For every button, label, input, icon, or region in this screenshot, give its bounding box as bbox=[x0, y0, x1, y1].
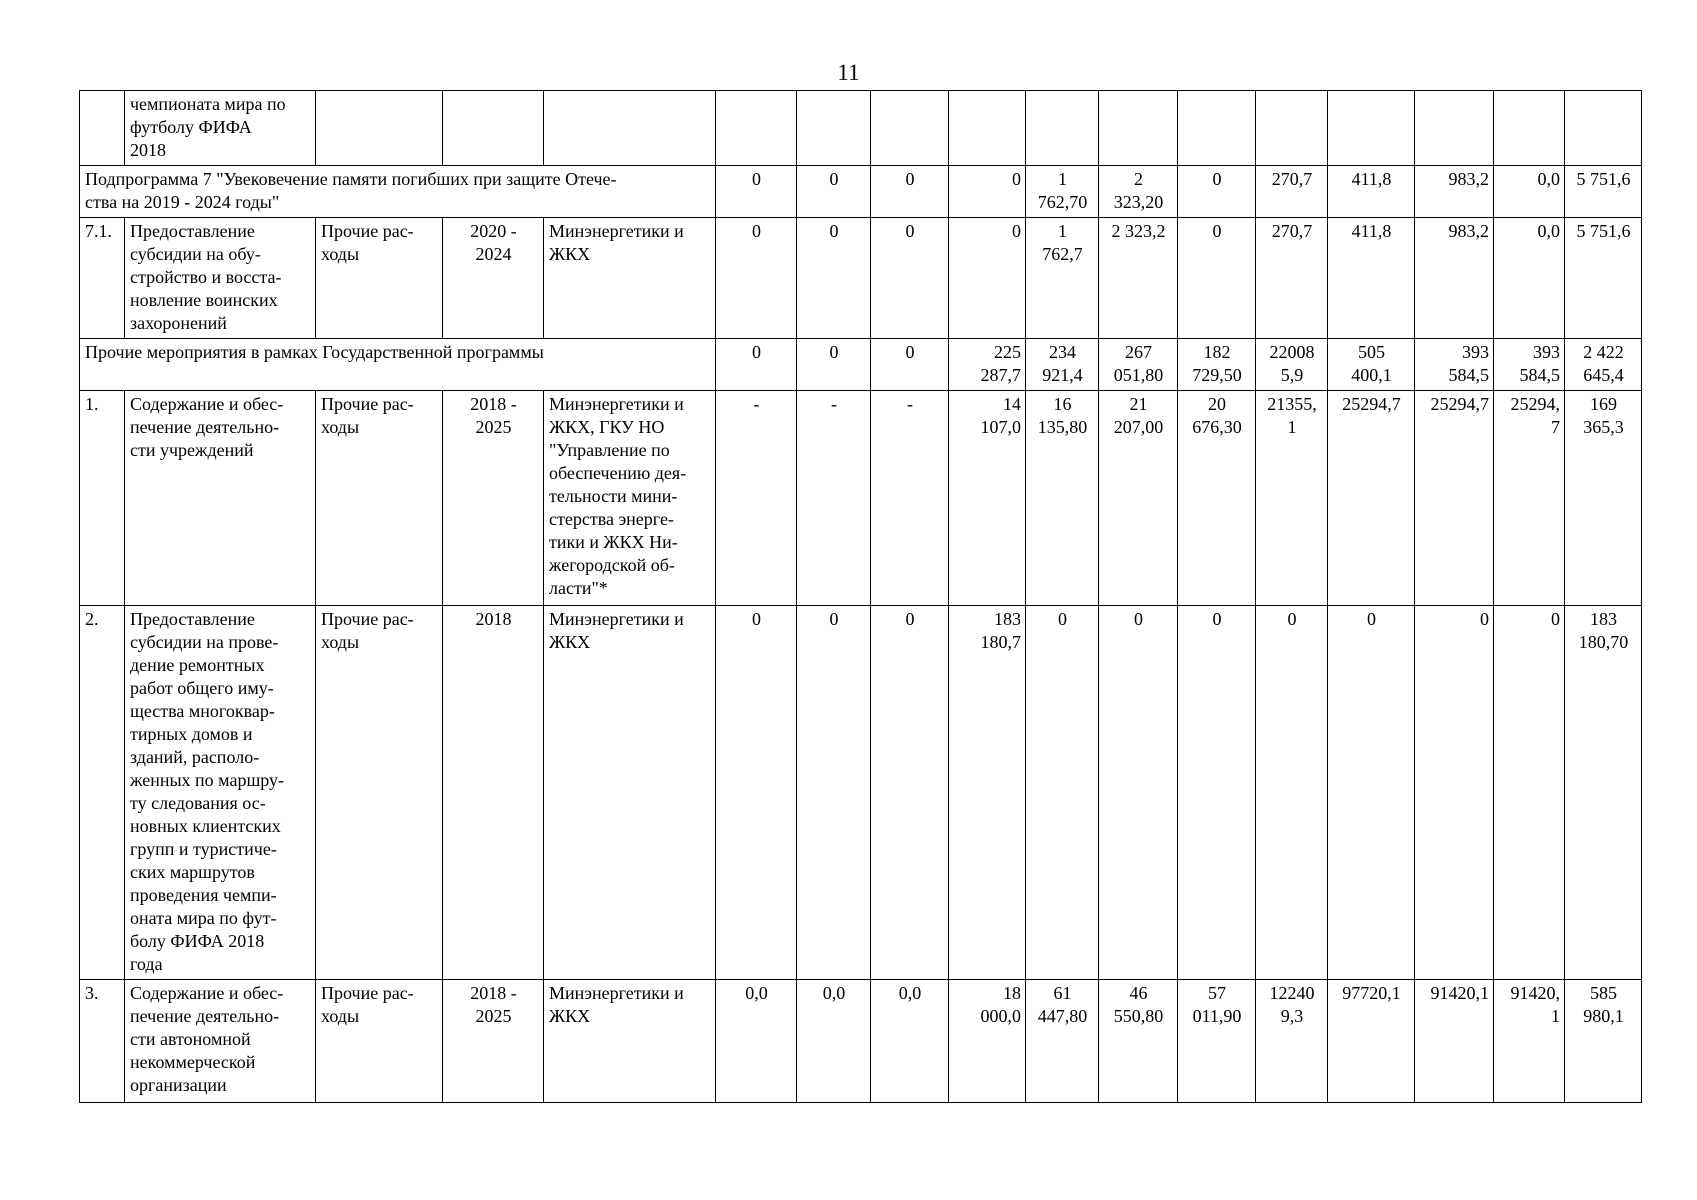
period-cell bbox=[443, 980, 544, 1103]
value-cell bbox=[797, 339, 871, 391]
event-name-cell-line: болу ФИФА 2018 bbox=[130, 931, 265, 951]
value-cell bbox=[1178, 218, 1256, 339]
event-name-cell-line: ских маршрутов bbox=[130, 862, 255, 882]
executor-cell-line: "Управление по bbox=[549, 440, 670, 460]
value-cell bbox=[1256, 980, 1328, 1103]
page-number: 11 bbox=[837, 60, 860, 85]
value-cell-line: 676,30 bbox=[1192, 417, 1242, 437]
value-cell bbox=[716, 91, 797, 166]
value-cell-line: 180,70 bbox=[1578, 632, 1629, 652]
event-name-cell bbox=[125, 218, 316, 339]
expense-type-cell bbox=[316, 391, 443, 606]
value-cell bbox=[1256, 391, 1328, 606]
value-cell-line: 411,8 bbox=[1351, 169, 1392, 189]
value-cell bbox=[1099, 606, 1178, 980]
value-cell bbox=[1415, 391, 1494, 606]
value-cell bbox=[1026, 166, 1099, 218]
executor-cell-line: Минэнергетики и bbox=[549, 609, 684, 629]
value-cell-line: 000,0 bbox=[980, 1006, 1021, 1026]
value-cell bbox=[1415, 339, 1494, 391]
expense-type-cell-line: Прочие рас- bbox=[321, 983, 414, 1003]
expense-type-cell bbox=[316, 218, 443, 339]
value-cell-line: 1 bbox=[1058, 221, 1067, 241]
value-cell-line: 393 bbox=[1533, 342, 1560, 362]
value-cell bbox=[1026, 606, 1099, 980]
value-cell-line: 0 bbox=[905, 342, 915, 362]
value-cell bbox=[1565, 339, 1642, 391]
value-cell-line: 011,90 bbox=[1192, 1006, 1242, 1026]
expense-type-cell-line: ходы bbox=[321, 632, 360, 652]
value-cell-line: 1 bbox=[1058, 169, 1067, 189]
table-row bbox=[80, 218, 1642, 339]
value-cell-line: 447,80 bbox=[1037, 1006, 1088, 1026]
expense-type-cell-line: ходы bbox=[321, 244, 360, 264]
value-cell bbox=[1494, 166, 1565, 218]
value-cell bbox=[1099, 339, 1178, 391]
value-cell bbox=[1565, 166, 1642, 218]
executor-cell bbox=[544, 980, 716, 1103]
event-name-cell bbox=[125, 391, 316, 606]
value-cell bbox=[1565, 91, 1642, 166]
value-cell-line: 0,0 bbox=[1537, 221, 1560, 241]
table-row bbox=[80, 980, 1642, 1103]
value-cell-line: 9,3 bbox=[1280, 1006, 1304, 1026]
value-cell-line: 61 bbox=[1053, 983, 1072, 1003]
value-cell-line: - bbox=[753, 394, 760, 414]
value-cell-line: 234 bbox=[1049, 342, 1076, 362]
value-cell bbox=[797, 91, 871, 166]
value-cell bbox=[1415, 218, 1494, 339]
executor-cell-line: жегородской об- bbox=[549, 555, 675, 575]
value-cell-line: 921,4 bbox=[1042, 365, 1083, 385]
value-cell-line: 411,8 bbox=[1351, 221, 1392, 241]
period-cell-line: 2020 - bbox=[470, 221, 517, 241]
value-cell bbox=[797, 166, 871, 218]
period-cell bbox=[443, 606, 544, 980]
value-cell-line: 135,80 bbox=[1037, 417, 1088, 437]
event-name-cell-line: футболу ФИФА bbox=[130, 117, 252, 137]
value-cell bbox=[1328, 606, 1415, 980]
value-cell-line: 0 bbox=[905, 609, 915, 629]
value-cell-line: 0 bbox=[905, 169, 915, 189]
value-cell bbox=[949, 218, 1026, 339]
value-cell-line: 0 bbox=[1012, 221, 1021, 241]
value-cell bbox=[1256, 606, 1328, 980]
event-name-cell bbox=[125, 980, 316, 1103]
value-cell-line: 5,9 bbox=[1280, 365, 1304, 385]
executor-cell bbox=[544, 218, 716, 339]
period-cell-line: 2018 bbox=[475, 609, 512, 629]
value-cell-line: 183 bbox=[994, 609, 1021, 629]
value-cell-line: 0,0 bbox=[898, 983, 922, 1003]
value-cell bbox=[871, 391, 949, 606]
value-cell-line: 729,50 bbox=[1192, 365, 1242, 385]
value-cell-line: 0 bbox=[752, 342, 761, 362]
value-cell bbox=[871, 166, 949, 218]
value-cell-line: 270,7 bbox=[1271, 169, 1313, 189]
value-cell-line: 645,4 bbox=[1583, 365, 1624, 385]
period-cell-line: 2025 bbox=[475, 417, 512, 437]
value-cell-line: 0,0 bbox=[822, 983, 846, 1003]
value-cell bbox=[1178, 606, 1256, 980]
expense-type-cell-line: Прочие рас- bbox=[321, 394, 414, 414]
executor-cell bbox=[544, 606, 716, 980]
value-cell bbox=[1328, 980, 1415, 1103]
event-name-cell-line: стройство и восста- bbox=[130, 267, 282, 287]
period-cell-line: 2025 bbox=[475, 1006, 512, 1026]
value-cell-line: 0 bbox=[1212, 221, 1222, 241]
value-cell bbox=[871, 218, 949, 339]
section-title-cell bbox=[80, 166, 716, 218]
event-name-cell-line: организации bbox=[130, 1075, 227, 1095]
executor-cell-line: Минэнергетики и bbox=[549, 983, 684, 1003]
value-cell bbox=[716, 606, 797, 980]
value-cell-line: 267 bbox=[1125, 342, 1152, 362]
value-cell-line: 980,1 bbox=[1583, 1006, 1624, 1026]
value-cell-line: 225 bbox=[994, 342, 1021, 362]
value-cell-line: 287,7 bbox=[980, 365, 1021, 385]
value-cell-line: 21 bbox=[1129, 394, 1148, 414]
value-cell bbox=[1099, 391, 1178, 606]
executor-cell-line: ЖКХ, ГКУ НО bbox=[549, 417, 665, 437]
executor-cell-line: Минэнергетики и bbox=[549, 394, 684, 414]
event-name-cell-line: Предоставление bbox=[130, 609, 255, 629]
value-cell bbox=[1328, 166, 1415, 218]
event-name-cell-line: чемпионата мира по bbox=[130, 94, 286, 114]
value-cell-line: - bbox=[907, 394, 913, 414]
value-cell bbox=[949, 166, 1026, 218]
value-cell-line: 0,0 bbox=[745, 983, 768, 1003]
value-cell-line: 2 bbox=[1134, 169, 1143, 189]
executor-cell bbox=[544, 91, 716, 166]
event-name-cell-line: Содержание и обес- bbox=[130, 394, 284, 414]
row-number-cell: 1. bbox=[80, 391, 125, 606]
value-cell-line: 0 bbox=[1212, 169, 1222, 189]
value-cell-line: 5 751,6 bbox=[1576, 221, 1631, 241]
event-name-cell-line: работ общего иму- bbox=[130, 678, 274, 698]
period-cell-line: 2024 bbox=[475, 244, 512, 264]
value-cell-line: 270,7 bbox=[1271, 221, 1313, 241]
period-cell-line: 2018 - bbox=[470, 394, 517, 414]
value-cell-line: 16 bbox=[1053, 394, 1072, 414]
value-cell-line: 2 422 bbox=[1583, 342, 1624, 362]
value-cell-line: 584,5 bbox=[1519, 365, 1560, 385]
period-cell-line: 2018 - bbox=[470, 983, 517, 1003]
value-cell bbox=[949, 980, 1026, 1103]
value-cell-line: 393 bbox=[1462, 342, 1489, 362]
event-name-cell-line: новление воинских bbox=[130, 290, 278, 310]
value-cell bbox=[1494, 391, 1565, 606]
value-cell bbox=[1328, 218, 1415, 339]
value-cell-line: 584,5 bbox=[1448, 365, 1489, 385]
value-cell bbox=[797, 391, 871, 606]
value-cell-line: 2 323,2 bbox=[1111, 221, 1166, 241]
value-cell bbox=[1565, 606, 1642, 980]
event-name-cell-line: женных по маршру- bbox=[130, 770, 285, 790]
executor-cell-line: ласти"* bbox=[549, 578, 608, 598]
value-cell-line: 505 bbox=[1358, 342, 1385, 362]
value-cell bbox=[716, 166, 797, 218]
section-row bbox=[80, 166, 1642, 218]
value-cell-line: 169 bbox=[1590, 394, 1617, 414]
value-cell-line: 0 bbox=[1012, 169, 1021, 189]
value-cell bbox=[1328, 391, 1415, 606]
value-cell bbox=[1565, 391, 1642, 606]
executor-cell-line: обеспечению дея- bbox=[549, 463, 687, 483]
event-name-cell-line: некоммерческой bbox=[130, 1052, 256, 1072]
value-cell bbox=[1328, 339, 1415, 391]
value-cell bbox=[871, 980, 949, 1103]
event-name-cell-line: Содержание и обес- bbox=[130, 983, 284, 1003]
event-name-cell-line: субсидии на прове- bbox=[130, 632, 279, 652]
value-cell-line: 0 bbox=[1058, 609, 1067, 629]
value-cell bbox=[1256, 91, 1328, 166]
value-cell-line: 0 bbox=[1212, 609, 1222, 629]
value-cell bbox=[1178, 980, 1256, 1103]
value-cell-line: 0 bbox=[752, 169, 761, 189]
value-cell-line: 1 bbox=[1551, 1006, 1560, 1026]
section-title-cell bbox=[80, 339, 716, 391]
value-cell-line: 182 bbox=[1203, 342, 1231, 362]
event-name-cell-line: печение деятельно- bbox=[130, 1006, 280, 1026]
value-cell bbox=[1026, 91, 1099, 166]
value-cell bbox=[1026, 980, 1099, 1103]
value-cell bbox=[1099, 91, 1178, 166]
value-cell-line: 550,80 bbox=[1113, 1006, 1164, 1026]
event-name-cell-line: 2018 bbox=[130, 140, 166, 160]
value-cell bbox=[1565, 218, 1642, 339]
value-cell-line: 365,3 bbox=[1583, 417, 1624, 437]
value-cell bbox=[716, 218, 797, 339]
value-cell-line: 0 bbox=[829, 342, 839, 362]
value-cell bbox=[1099, 166, 1178, 218]
value-cell bbox=[871, 339, 949, 391]
value-cell-line: 323,20 bbox=[1113, 192, 1164, 212]
executor-cell-line: тельности мини- bbox=[549, 486, 678, 506]
executor-cell-line: тики и ЖКХ Ни- bbox=[549, 532, 678, 552]
value-cell-line: 762,70 bbox=[1037, 192, 1088, 212]
value-cell bbox=[716, 980, 797, 1103]
value-cell-line: 0 bbox=[752, 609, 761, 629]
value-cell-line: 18 bbox=[1003, 983, 1021, 1003]
value-cell-line: 25294,7 bbox=[1430, 394, 1489, 414]
executor-cell-line: ЖКХ bbox=[549, 632, 591, 652]
event-name-cell-line: проведения чемпи- bbox=[130, 885, 277, 905]
value-cell-line: 1 bbox=[1287, 417, 1297, 437]
executor-cell-line: стерства энерге- bbox=[549, 509, 674, 529]
value-cell bbox=[871, 606, 949, 980]
table-row bbox=[80, 91, 1642, 166]
row-number-cell bbox=[80, 91, 125, 166]
value-cell-line: 25294, bbox=[1510, 394, 1560, 414]
event-name-cell-line: новных клиентских bbox=[130, 816, 281, 836]
event-name-cell-line: групп и туристиче- bbox=[130, 839, 277, 859]
value-cell-line: 762,7 bbox=[1042, 244, 1083, 264]
event-name-cell bbox=[125, 91, 316, 166]
budget-table-body bbox=[80, 91, 1642, 1103]
value-cell bbox=[949, 606, 1026, 980]
value-cell bbox=[949, 391, 1026, 606]
value-cell bbox=[1494, 91, 1565, 166]
value-cell-line: 46 bbox=[1129, 983, 1148, 1003]
value-cell-line: 0 bbox=[829, 221, 839, 241]
value-cell-line: 051,80 bbox=[1113, 365, 1164, 385]
event-name-cell-line: тирных домов и bbox=[130, 724, 253, 744]
event-name-cell-line: захоронений bbox=[130, 313, 227, 333]
value-cell bbox=[1178, 166, 1256, 218]
value-cell bbox=[949, 339, 1026, 391]
value-cell-line: - bbox=[831, 394, 837, 414]
value-cell-line: 0 bbox=[1287, 609, 1297, 629]
period-cell bbox=[443, 218, 544, 339]
table-row bbox=[80, 391, 1642, 606]
event-name-cell bbox=[125, 606, 316, 980]
value-cell bbox=[871, 91, 949, 166]
value-cell bbox=[1026, 339, 1099, 391]
value-cell-line: 0 bbox=[829, 609, 839, 629]
value-cell bbox=[1178, 91, 1256, 166]
value-cell-line: 107,0 bbox=[980, 417, 1021, 437]
expense-type-cell-line: Прочие рас- bbox=[321, 221, 414, 241]
event-name-cell-line: Предоставление bbox=[130, 221, 255, 241]
value-cell-line: 0 bbox=[752, 221, 761, 241]
expense-type-cell bbox=[316, 91, 443, 166]
event-name-cell-line: сти учреждений bbox=[130, 440, 254, 460]
value-cell-line: 0 bbox=[1480, 609, 1489, 629]
event-name-cell-line: щества многоквар- bbox=[130, 701, 275, 721]
value-cell-line: 0 bbox=[1134, 609, 1143, 629]
value-cell bbox=[1415, 980, 1494, 1103]
executor-cell-line: ЖКХ bbox=[549, 1006, 591, 1026]
expense-type-cell bbox=[316, 980, 443, 1103]
event-name-cell-line: сти автономной bbox=[130, 1029, 251, 1049]
value-cell-line: 0 bbox=[905, 221, 915, 241]
value-cell-line: 183 bbox=[1590, 609, 1617, 629]
value-cell bbox=[1565, 980, 1642, 1103]
event-name-cell-line: оната мира по фут- bbox=[130, 908, 277, 928]
executor-cell-line: ЖКХ bbox=[549, 244, 591, 264]
value-cell-line: 5 751,6 bbox=[1576, 169, 1631, 189]
event-name-cell-line: печение деятельно- bbox=[130, 417, 280, 437]
value-cell bbox=[1178, 391, 1256, 606]
table-row bbox=[80, 606, 1642, 980]
value-cell-line: 180,7 bbox=[980, 632, 1021, 652]
section-title-cell-line: Прочие мероприятия в рамках Государственной программы bbox=[85, 342, 544, 362]
value-cell bbox=[1099, 218, 1178, 339]
row-number-cell: 7.1. bbox=[80, 218, 125, 339]
period-cell bbox=[443, 391, 544, 606]
value-cell bbox=[1494, 980, 1565, 1103]
value-cell bbox=[797, 606, 871, 980]
value-cell bbox=[797, 980, 871, 1103]
event-name-cell-line: дение ремонтных bbox=[130, 655, 265, 675]
value-cell-line: 7 bbox=[1551, 417, 1560, 437]
value-cell bbox=[797, 218, 871, 339]
value-cell-line: 91420, bbox=[1510, 983, 1560, 1003]
value-cell bbox=[1415, 91, 1494, 166]
value-cell-line: 0 bbox=[1367, 609, 1376, 629]
value-cell bbox=[1415, 606, 1494, 980]
value-cell bbox=[1099, 980, 1178, 1103]
event-name-cell-line: зданий, располо- bbox=[130, 747, 260, 767]
expense-type-cell-line: ходы bbox=[321, 1006, 360, 1026]
value-cell-line: 0,0 bbox=[1537, 169, 1560, 189]
value-cell bbox=[949, 91, 1026, 166]
event-name-cell-line: субсидии на обу- bbox=[130, 244, 261, 264]
section-title-cell-line: Подпрограмма 7 "Увековечение памяти погибших при защите Отече- bbox=[85, 169, 617, 189]
expense-type-cell-line: ходы bbox=[321, 417, 360, 437]
value-cell bbox=[1494, 606, 1565, 980]
section-row bbox=[80, 339, 1642, 391]
value-cell-line: 57 bbox=[1208, 983, 1226, 1003]
value-cell-line: 0 bbox=[829, 169, 839, 189]
row-number-cell: 3. bbox=[80, 980, 125, 1103]
value-cell-line: 21355, bbox=[1267, 394, 1317, 414]
value-cell-line: 585 bbox=[1590, 983, 1617, 1003]
executor-cell bbox=[544, 391, 716, 606]
value-cell-line: 207,00 bbox=[1113, 417, 1164, 437]
value-cell bbox=[1256, 166, 1328, 218]
value-cell bbox=[1256, 339, 1328, 391]
value-cell-line: 97720,1 bbox=[1342, 983, 1401, 1003]
row-number-cell: 2. bbox=[80, 606, 125, 980]
value-cell-line: 983,2 bbox=[1448, 169, 1489, 189]
value-cell bbox=[1494, 339, 1565, 391]
value-cell bbox=[1178, 339, 1256, 391]
expense-type-cell bbox=[316, 606, 443, 980]
section-title-cell-line: ства на 2019 - 2024 годы" bbox=[85, 192, 280, 212]
value-cell bbox=[1494, 218, 1565, 339]
value-cell bbox=[716, 339, 797, 391]
value-cell-line: 22008 bbox=[1269, 342, 1315, 362]
value-cell bbox=[1415, 166, 1494, 218]
value-cell-line: 14 bbox=[1003, 394, 1021, 414]
value-cell-line: 25294,7 bbox=[1342, 394, 1401, 414]
period-cell bbox=[443, 91, 544, 166]
value-cell bbox=[716, 391, 797, 606]
value-cell-line: 400,1 bbox=[1351, 365, 1392, 385]
event-name-cell-line: года bbox=[130, 954, 163, 974]
value-cell bbox=[1256, 218, 1328, 339]
value-cell-line: 20 bbox=[1208, 394, 1226, 414]
value-cell bbox=[1328, 91, 1415, 166]
value-cell bbox=[1026, 391, 1099, 606]
budget-table bbox=[79, 90, 1642, 1103]
value-cell bbox=[1026, 218, 1099, 339]
value-cell-line: 91420,1 bbox=[1430, 983, 1489, 1003]
expense-type-cell-line: Прочие рас- bbox=[321, 609, 414, 629]
executor-cell-line: Минэнергетики и bbox=[549, 221, 684, 241]
value-cell-line: 12240 bbox=[1269, 983, 1315, 1003]
value-cell-line: 983,2 bbox=[1448, 221, 1489, 241]
value-cell-line: 0 bbox=[1551, 609, 1560, 629]
event-name-cell-line: ту следования ос- bbox=[130, 793, 266, 813]
